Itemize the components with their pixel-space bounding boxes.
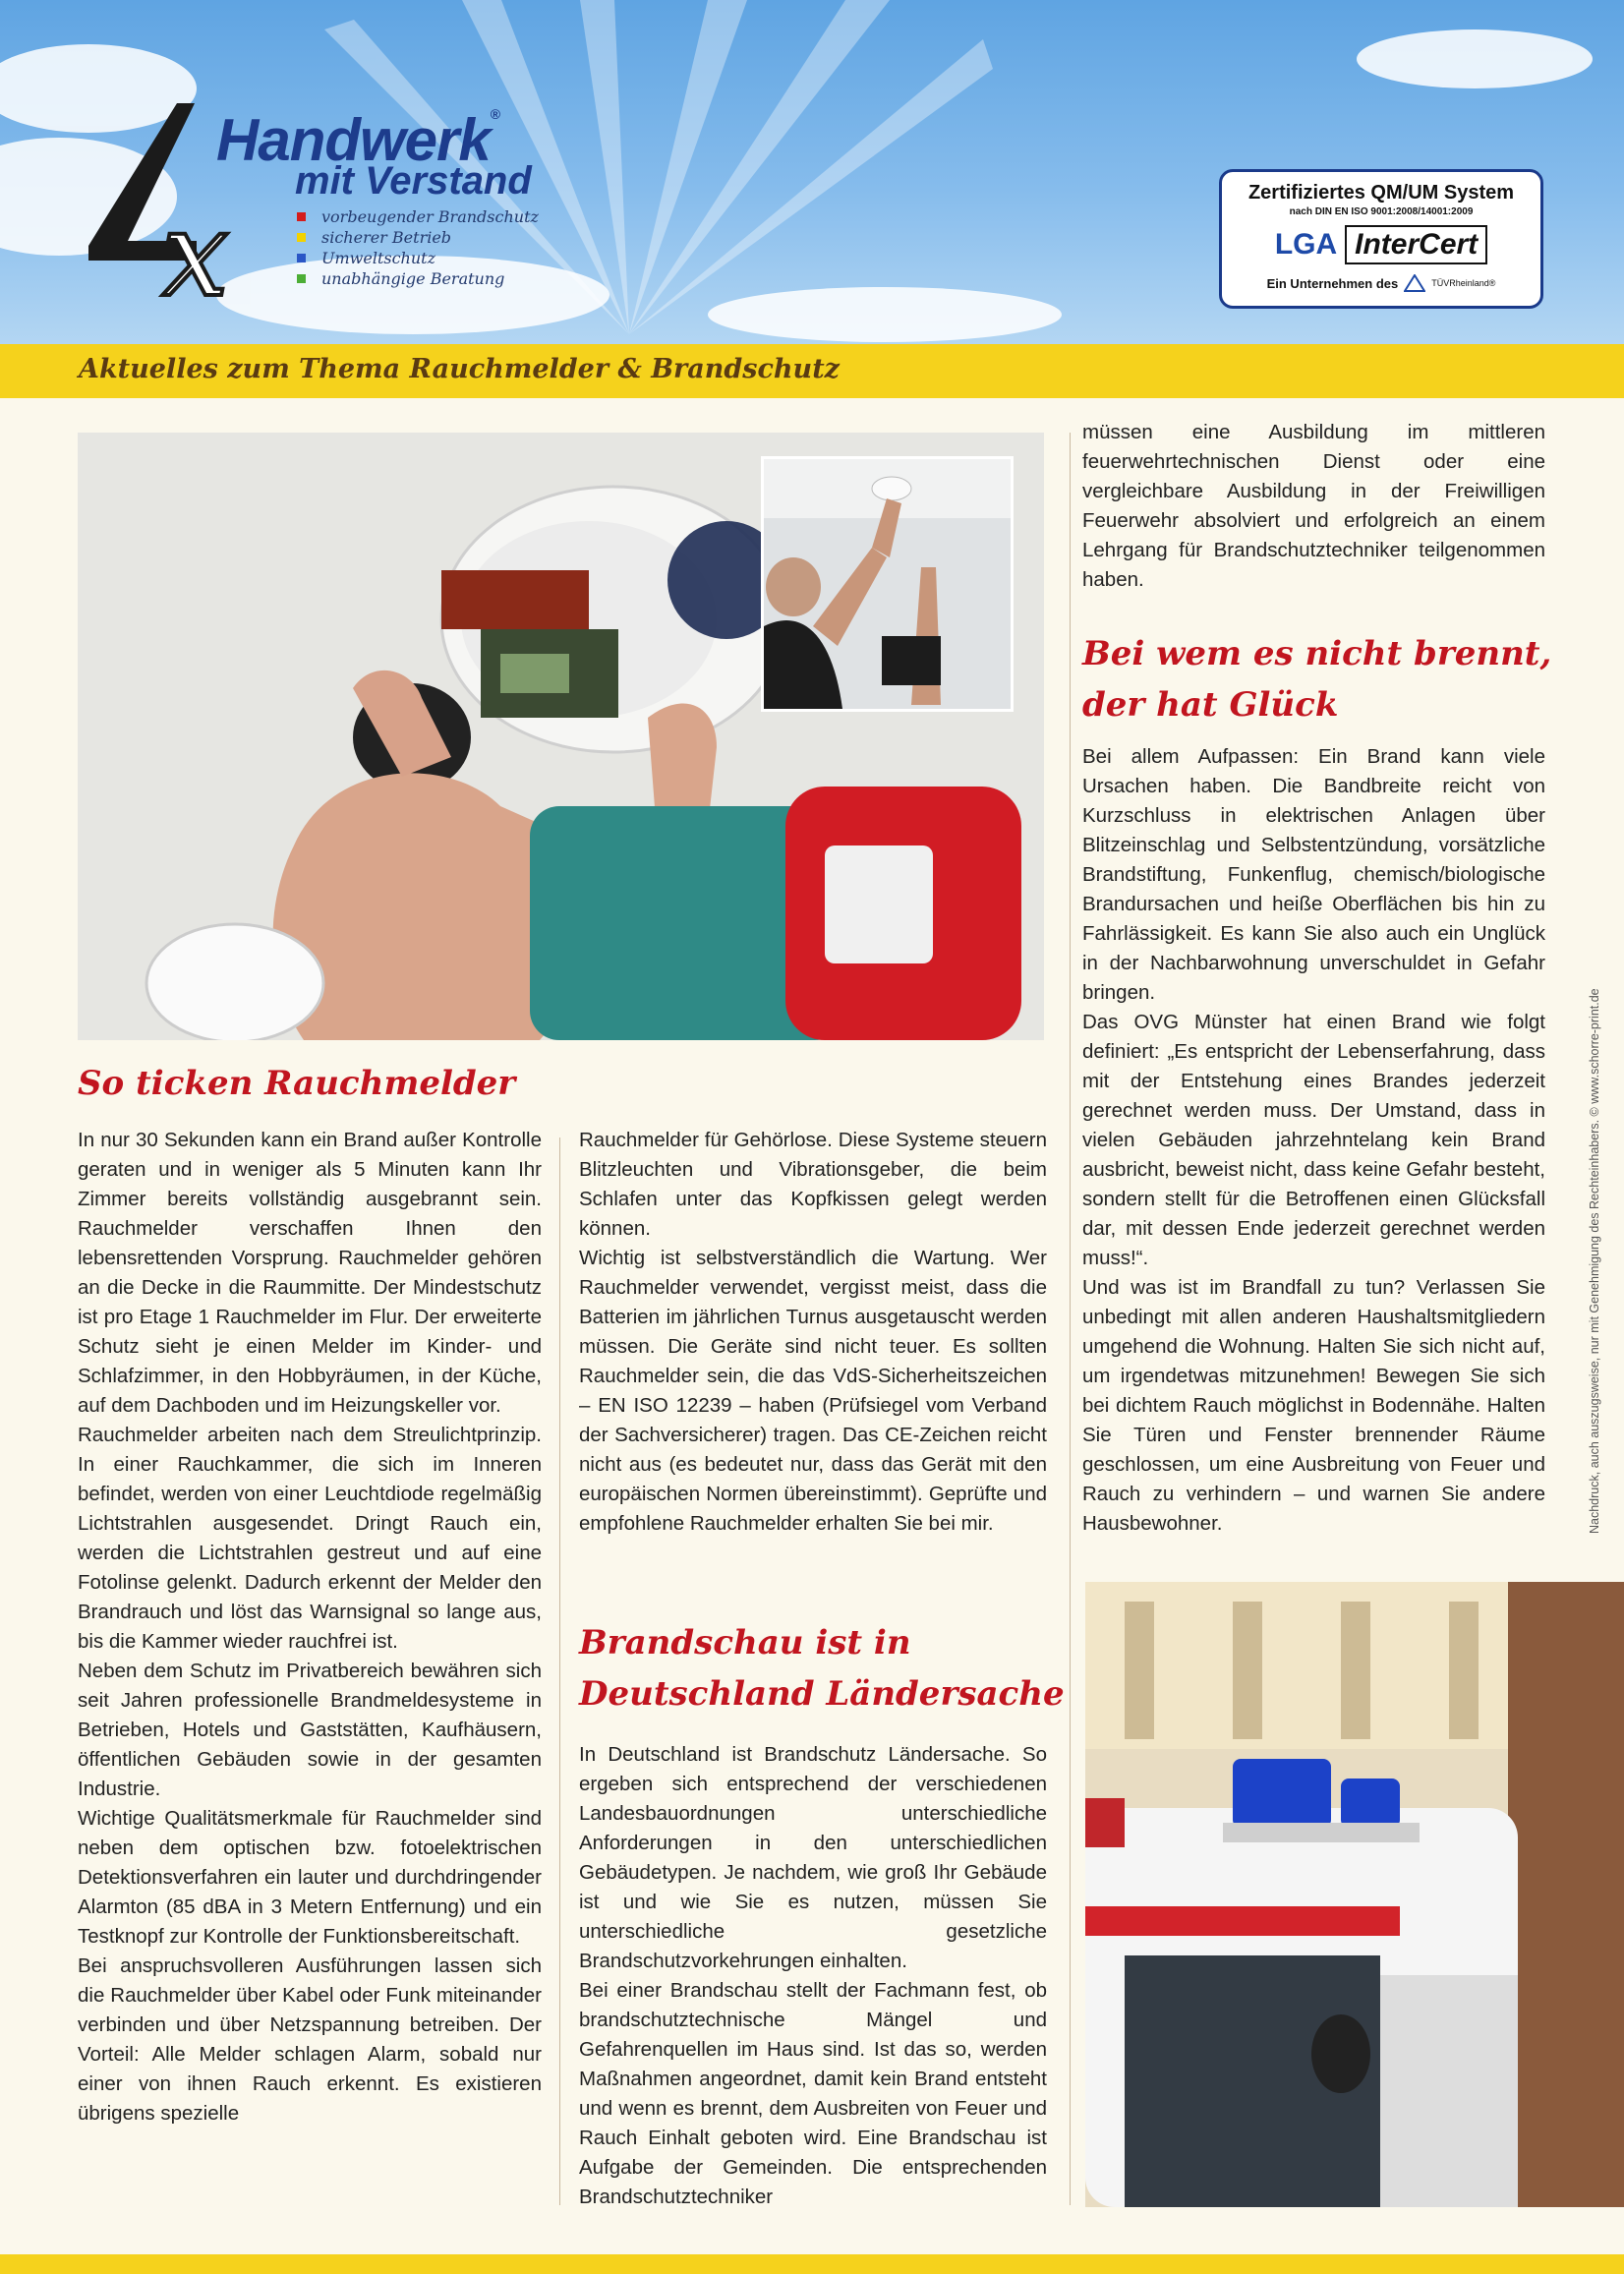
article2-continued-paragraph: müssen eine Ausbildung im mittleren feuerwehrtechnischen Dienst oder eine vergleichbare Ausbildung in der Freiwilligen Feuerwehr absolviert und erfolgreich an einem Lehrgang für Brandschutztechniker teilgenommen haben. xyxy=(1082,421,1545,591)
paragraph: Bei einer Brandschau stellt der Fachmann fest, ob brandschutztechnische Mängel und Gefahrenquellen im Haus sind. Ist das so, werden Maßnahmen angeordnet, damit kein Brand entsteht und wenn es brennt, dem Ausbreiten von Feuer und Rauch Einhalt geboten wird. Eine Brandschau ist Aufgabe der Gemeinden. Die entsprechenden Brandschutztechniker xyxy=(579,1979,1047,2208)
paragraph: Und was ist im Brandfall zu tun? Verlassen Sie unbedingt mit allen anderen Haushaltsmitgliedern umgehend die Wohnung. Halten Sie sich nicht auf, um irgendetwas mitzunehmen! Bewegen Sie sich bei dichtem Rauch möglichst in Bodennähe. Halten Sie Türen und Fenster brennender Räume geschlossen, um eine Ausbreitung von Feuer und Rauch zu verhindern – und warnen Sie andere Hausbewohner. xyxy=(1082,1276,1545,1535)
tagline-text: unabhängige Beratung xyxy=(321,269,505,288)
tagline-bullet-icon xyxy=(297,274,306,283)
article3-heading-line2: der hat Glück xyxy=(1082,685,1339,725)
paragraph: Wichtige Qualitätsmerkmale für Rauchmelder sind neben dem optischen bzw. fotoelektrischen Detektionsverfahren ein lauter und durchdringender Alarmton (85 dBA in 3 Metern Entfernung) und ein Testknopf zur Kontrolle der Funktionsbereitschaft. xyxy=(78,1807,542,1948)
tagline-bullet-icon xyxy=(297,233,306,242)
article1-column1 xyxy=(78,1126,542,2128)
lga-logo: LGA xyxy=(1274,228,1338,261)
cert-norm: nach DIN EN ISO 9001:2008/14001:2009 xyxy=(1289,206,1474,217)
article1-heading: So ticken Rauchmelder xyxy=(78,1064,516,1103)
tagline-item xyxy=(297,248,539,268)
column-divider-2 xyxy=(1070,433,1071,2205)
tagline-text: Umweltschutz xyxy=(321,249,436,267)
tagline-list xyxy=(297,206,539,289)
paragraph: Das OVG Münster hat einen Brand wie folgt definiert: „Es entspricht der Lebenserfahrung, dass mit der Entstehung eines Brandes jederzeit gerechnet werden muss. Der Umstand, dass in vielen Gebäuden jahrzehntelang kein Brand ausbricht, beweist nicht, dass keine Gefahr besteht, sondern stellt für die Betroffenen einen Glücksfall dar, mit dessen Ende jederzeit gerechnet werden muss!“. xyxy=(1082,1011,1545,1269)
bottom-band xyxy=(0,2254,1624,2274)
article2-heading-line2: Deutschland Ländersache xyxy=(579,1674,1065,1714)
paragraph: Bei anspruchsvolleren Ausführungen lassen sich die Rauchmelder über Kabel oder Funk miteinander verbinden und über Netzspannung betreiben. Der Vorteil: Alle Melder schlagen Alarm, sobald nur einer von ihnen Rauch erkennt. Es existieren übrigens spezielle xyxy=(78,1954,542,2125)
intercert-logo: InterCert xyxy=(1345,225,1487,264)
inset-photo-ceiling-mounting xyxy=(761,456,1014,712)
brand-name-line1: Handwerk® xyxy=(216,106,500,173)
paragraph: Bei allem Aufpassen: Ein Brand kann viele Ursachen haben. Die Bandbreite reicht von Kurzschluss in elektrischen Anlagen über Blitzeinschlag und Selbstentzündung, vorsätzliche Brandstiftung, Funkenflug, chemisch/biologische Brandursachen und heiße Oberflächen bis hin zu Fahrlässigkeit. Es kann Sie also auch ein Unglück in der Nachbarwohnung unverschuldet in Gefahr bringen. xyxy=(1082,745,1545,1004)
column-divider-1 xyxy=(559,1137,560,2205)
cert-title: Zertifiziertes QM/UM System xyxy=(1247,182,1515,204)
tuv-label: TÜVRheinland® xyxy=(1431,278,1496,288)
company-logo xyxy=(69,98,580,315)
tagline-text: sicherer Betrieb xyxy=(321,228,452,247)
ambulance-photo xyxy=(1085,1582,1624,2207)
article2-continuation xyxy=(1082,418,1545,595)
article3-heading xyxy=(1082,628,1551,730)
topic-banner xyxy=(0,344,1624,398)
tagline-item xyxy=(297,268,539,289)
article2-heading-line1: Brandschau ist in xyxy=(579,1623,911,1662)
copyright-side-note-text: Nachdruck, auch auszugsweise, nur mit Genehmigung des Rechteinhabers. © www.schorre-print.de xyxy=(1588,988,1601,1534)
brand-name-line2: mit Verstand xyxy=(295,159,532,203)
cert-footer: Ein Unternehmen des xyxy=(1266,275,1399,291)
ceiling-mounting-illustration xyxy=(764,459,1011,709)
paragraph: In Deutschland ist Brandschutz Ländersache. So ergeben sich entsprechend der verschiedenen Landesbauordnungen unterschiedliche Anforderungen in den unterschiedlichen Gebäudetypen. Je nachdem, wie groß Ihr Gebäude ist und wie Sie es nutzen, müssen Sie unterschiedliche gesetzliche Brandschutzvorkehrungen einhalten. xyxy=(579,1743,1047,1972)
tagline-item xyxy=(297,227,539,248)
copyright-side-note xyxy=(1588,826,1607,1534)
article2-heading xyxy=(579,1617,1065,1720)
tagline-bullet-icon xyxy=(297,212,306,221)
paragraph: Rauchmelder arbeiten nach dem Streulichtprinzip. In einer Rauchkammer, die sich im Inneren befindet, werden von einer Leuchtdiode regelmäßig Lichtstrahlen ausgesendet. Dringt Rauch ein, werden die Lichtstrahlen gestreut und auf eine Fotolinse gelenkt. Dadurch erkennt der Melder den Brandrauch und löst das Warnsignal so lange aus, bis die Kammer wieder rauchfrei ist. xyxy=(78,1424,542,1653)
article3-heading-line1: Bei wem es nicht brennt, xyxy=(1082,634,1552,673)
ambulance-illustration xyxy=(1085,1582,1624,2207)
main-photo-smoke-detector xyxy=(78,433,1044,1040)
header-sky-background xyxy=(0,0,1624,344)
tagline-text: vorbeugender Brandschutz xyxy=(321,207,539,226)
paragraph: Neben dem Schutz im Privatbereich bewähren sich seit Jahren professionelle Brandmeldesysteme in Betrieben, Hotels und Gaststätten, Kaufhäusern, öffentlichen Gebäuden sowie in der gesamten Industrie. xyxy=(78,1660,542,1800)
tagline-item xyxy=(297,206,539,227)
svg-text:x: x xyxy=(162,187,229,305)
paragraph: In nur 30 Sekunden kann ein Brand außer Kontrolle geraten und in weniger als 5 Minuten kann Ihr Zimmer bereits vollständig ausgebrannt sein. Rauchmelder verschaffen Ihnen den lebensrettenden Vorsprung. Rauchmelder gehören an die Decke in die Raummitte. Der Mindestschutz ist pro Etage 1 Rauchmelder im Flur. Der erweiterte Schutz sieht je einen Melder im Kinder- und Schlafzimmer, in den Hobbyräumen, in der Küche, auf dem Dachboden und im Heizungskeller vor. xyxy=(78,1129,542,1417)
certification-badge xyxy=(1219,169,1543,309)
paragraph: Wichtig ist selbstverständlich die Wartung. Wer Rauchmelder verwendet, vergisst meist, dass die Batterien im jährlichen Turnus ausgetauscht werden müssen. Die Geräte sind nicht teuer. Es sollten Rauchmelder sein, die das VdS-Sicherheitszeichen – EN ISO 12239 – haben (Prüfsiegel vom Verband der Sachversicherer) tragen. Das CE-Zeichen reicht nicht aus (es bedeutet nur, dass das Gerät mit den europäischen Normen übereinstimmt). Geprüfte und empfohlene Rauchmelder erhalten Sie bei mir. xyxy=(579,1247,1047,1535)
tagline-bullet-icon xyxy=(297,254,306,262)
article2-column xyxy=(579,1740,1047,2212)
article1-column2 xyxy=(579,1126,1047,1539)
topic-banner-text: Aktuelles zum Thema Rauchmelder & Brandschutz xyxy=(79,354,840,384)
tuv-triangle-icon xyxy=(1404,274,1425,292)
paragraph: Rauchmelder für Gehörlose. Diese Systeme steuern Blitzleuchten und Vibrationsgeber, die beim Schlafen unter das Kopfkissen gelegt werden können. xyxy=(579,1129,1047,1240)
article3-column xyxy=(1082,742,1545,1539)
